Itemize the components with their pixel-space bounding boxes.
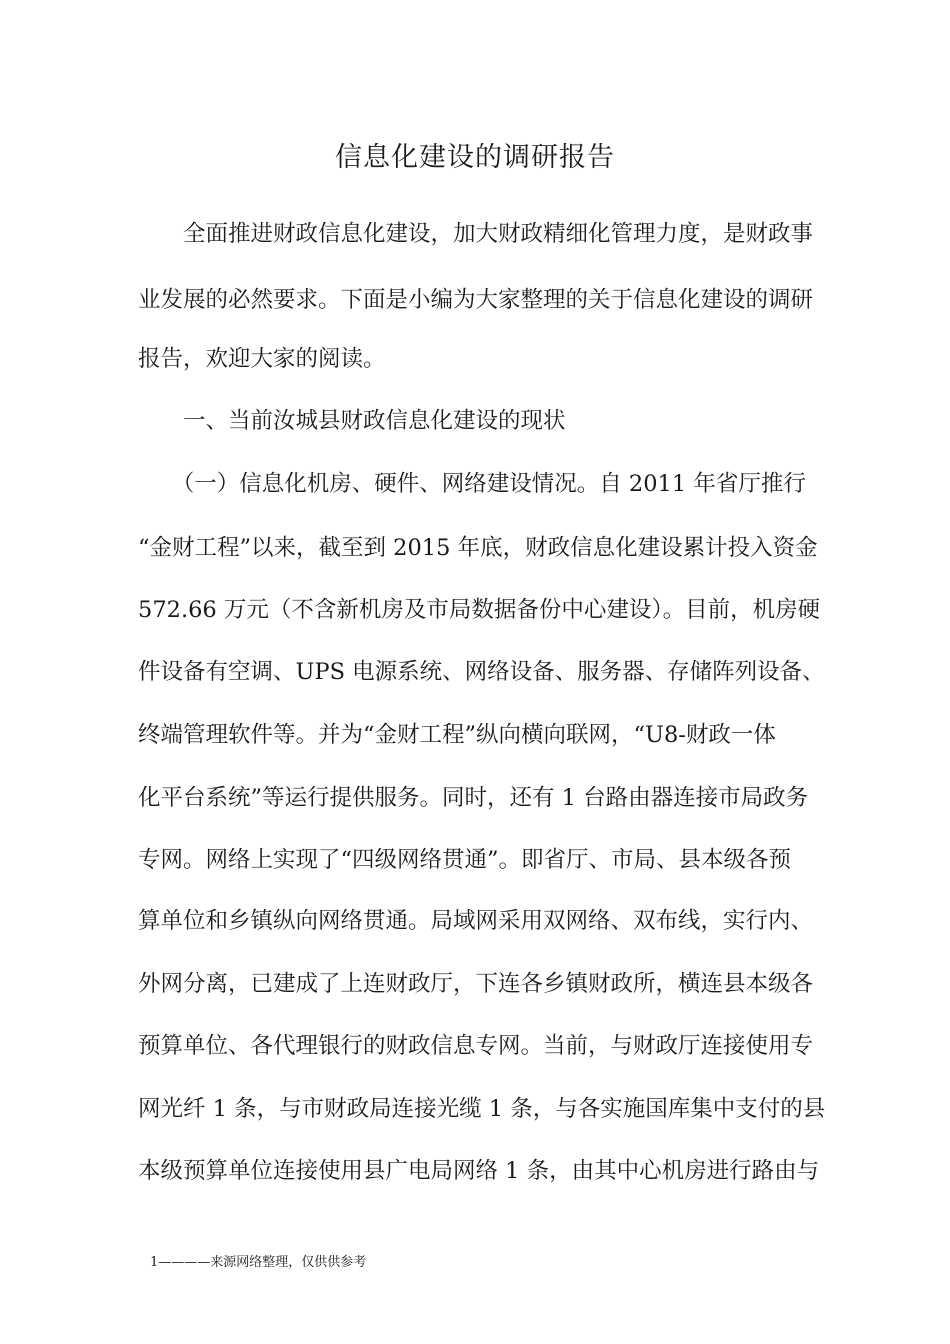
paragraph-line: 本级预算单位连接使用县广电局网络 1 条，由其中心机房进行路由与 [138, 1158, 820, 1184]
document-title: 信息化建设的调研报告 [335, 142, 615, 173]
paragraph-line: 全面推进财政信息化建设，加大财政精细化管理力度，是财政事 [138, 221, 814, 247]
page-footer: 1————来源网络整理，仅供供参考 [150, 1255, 367, 1270]
paragraph-line: 网光纤 1 条，与市财政局连接光缆 1 条，与各实施国库集中支付的县 [138, 1096, 826, 1122]
paragraph-line: 终端管理软件等。并为“金财工程”纵向横向联网，“U8-财政一体 [138, 722, 776, 748]
paragraph-line: 化平台系统”等运行提供服务。同时，还有 1 台路由器连接市局政务 [138, 785, 809, 811]
paragraph-line: 算单位和乡镇纵向网络贯通。局域网采用双网络、双布线，实行内、 [138, 908, 814, 934]
paragraph-line: 预算单位、各代理银行的财政信息专网。当前，与财政厅连接使用专 [138, 1033, 814, 1059]
section-heading: 一、当前汝城县财政信息化建设的现状 [138, 408, 566, 434]
paragraph-line: 专网。网络上实现了“四级网络贯通”。即省厅、市局、县本级各预 [138, 847, 792, 873]
paragraph-line: 572.66 万元（不含新机房及市局数据备份中心建设）。目前，机房硬 [138, 597, 821, 623]
paragraph-line: 业发展的必然要求。下面是小编为大家整理的关于信息化建设的调研 [138, 287, 814, 313]
paragraph-line: 件设备有空调、UPS 电源系统、网络设备、服务器、存储阵列设备、 [138, 659, 825, 685]
paragraph-line: （一）信息化机房、硬件、网络建设情况。自 2011 年省厅推行 [138, 471, 806, 497]
paragraph-line: 外网分离，已建成了上连财政厅，下连各乡镇财政所，横连县本级各 [138, 971, 814, 997]
paragraph-line: “金财工程”以来，截至到 2015 年底，财政信息化建设累计投入资金 [138, 535, 818, 561]
paragraph-line: 报告，欢迎大家的阅读。 [138, 346, 386, 372]
